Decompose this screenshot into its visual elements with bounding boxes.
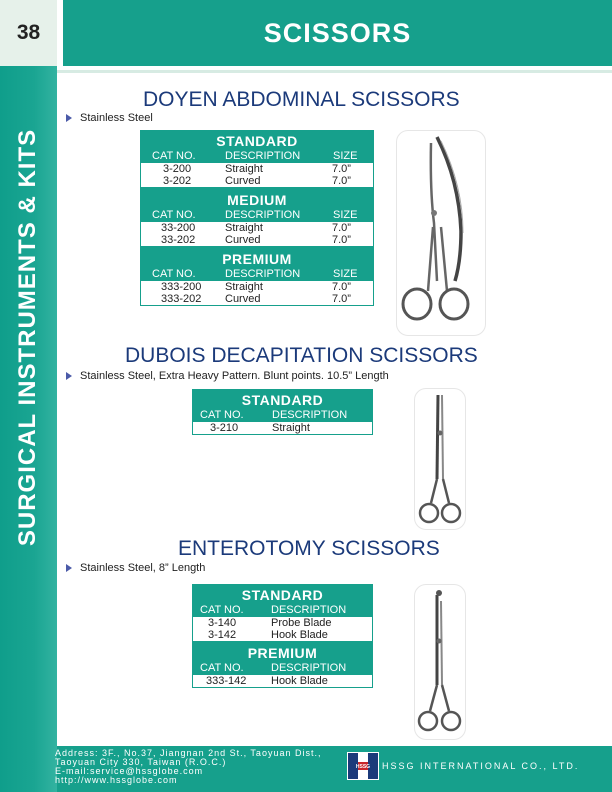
table-row bbox=[141, 234, 373, 246]
table-head bbox=[193, 390, 372, 422]
section-note-dubois bbox=[66, 370, 389, 382]
footer-website[interactable]: http://www.hssglobe.com bbox=[55, 775, 178, 785]
scissors-illustration bbox=[397, 131, 485, 335]
table-row bbox=[141, 163, 373, 175]
description-cell: Curved bbox=[225, 293, 261, 305]
table-row bbox=[193, 629, 372, 641]
cat-no-cell: 33-200 bbox=[161, 222, 196, 234]
table-heading: STANDARD bbox=[216, 133, 298, 149]
column-headers bbox=[193, 662, 372, 675]
footer-address-line1: Address: 3F., No.37, Jiangnan 2nd St., Taoyuan Dist., bbox=[55, 748, 322, 758]
description-cell: Curved bbox=[225, 234, 261, 246]
table-head bbox=[141, 187, 373, 222]
section-title-enterotomy: ENTEROTOMY SCISSORS bbox=[178, 537, 440, 560]
column-headers bbox=[141, 209, 373, 222]
column-headers bbox=[193, 409, 372, 422]
size-cell: 7.0” bbox=[332, 175, 351, 187]
column-header-size: SIZE bbox=[333, 150, 358, 162]
cat-no-cell: 333-202 bbox=[161, 293, 202, 305]
column-header-description: DESCRIPTION bbox=[271, 604, 347, 616]
column-headers bbox=[193, 604, 372, 617]
table-heading: PREMIUM bbox=[222, 251, 292, 267]
logo-text: HSSG bbox=[355, 764, 371, 770]
table-heading: STANDARD bbox=[241, 587, 324, 603]
description-cell: Curved bbox=[225, 175, 261, 187]
size-cell: 7.0” bbox=[332, 163, 351, 175]
product-table-enterotomy bbox=[192, 584, 373, 688]
description-cell: Probe Blade bbox=[271, 617, 332, 629]
table-heading: STANDARD bbox=[241, 392, 324, 408]
size-cell: 7.0” bbox=[332, 293, 351, 305]
note-text: Stainless Steel, Extra Heavy Pattern. Blunt points. 10.5” Length bbox=[80, 370, 389, 382]
description-cell: Straight bbox=[225, 222, 263, 234]
column-header-cat-no: CAT NO. bbox=[200, 604, 244, 616]
footer-email[interactable]: E-mail:service@hssglobe.com bbox=[55, 766, 204, 776]
doyen-scissors-image bbox=[396, 130, 486, 336]
bullet-icon bbox=[66, 114, 72, 122]
description-cell: Straight bbox=[225, 163, 263, 175]
footer-company-name: HSSG INTERNATIONAL CO., LTD. bbox=[382, 761, 580, 771]
table-head bbox=[141, 246, 373, 281]
cat-no-cell: 3-200 bbox=[163, 163, 192, 175]
description-cell: Hook Blade bbox=[271, 629, 328, 641]
column-headers bbox=[141, 150, 373, 163]
table-row bbox=[141, 281, 373, 293]
table-heading: PREMIUM bbox=[247, 645, 318, 661]
column-header-cat-no: CAT NO. bbox=[152, 268, 196, 280]
column-header-size: SIZE bbox=[333, 268, 358, 280]
section-title-doyen: DOYEN ABDOMINAL SCISSORS bbox=[143, 88, 460, 111]
column-header-cat-no: CAT NO. bbox=[152, 150, 196, 162]
section-note-enterotomy bbox=[66, 562, 205, 574]
cat-no-cell: 3-140 bbox=[208, 617, 237, 629]
description-cell: Hook Blade bbox=[271, 675, 328, 687]
table-heading: MEDIUM bbox=[227, 192, 287, 208]
cat-no-cell: 333-200 bbox=[161, 281, 202, 293]
column-header-size: SIZE bbox=[333, 209, 358, 221]
table-head bbox=[141, 131, 373, 163]
dubois-scissors-image bbox=[414, 388, 466, 530]
bullet-icon bbox=[66, 372, 72, 380]
scissors-illustration bbox=[415, 585, 465, 739]
column-headers bbox=[141, 268, 373, 281]
cat-no-cell: 333-142 bbox=[206, 675, 247, 687]
column-header-description: DESCRIPTION bbox=[271, 662, 347, 674]
description-cell: Straight bbox=[225, 281, 263, 293]
section-note-doyen bbox=[66, 112, 153, 124]
section-title-dubois: DUBOIS DECAPITATION SCISSORS bbox=[125, 344, 478, 367]
table-row bbox=[193, 422, 372, 434]
description-cell: Straight bbox=[272, 422, 310, 434]
column-header-description: DESCRIPTION bbox=[225, 209, 301, 221]
cat-no-cell: 3-202 bbox=[163, 175, 192, 187]
column-header-cat-no: CAT NO. bbox=[200, 662, 244, 674]
table-row bbox=[141, 293, 373, 305]
side-title: SURGICAL INSTRUMENTS & KITS bbox=[14, 128, 41, 547]
product-table-doyen bbox=[140, 130, 374, 306]
page-header-title: SCISSORS bbox=[63, 0, 612, 66]
page-number: 38 bbox=[0, 0, 57, 66]
size-cell: 7.0” bbox=[332, 234, 351, 246]
size-cell: 7.0” bbox=[332, 281, 351, 293]
column-header-description: DESCRIPTION bbox=[225, 268, 301, 280]
product-table-dubois bbox=[192, 389, 373, 435]
company-logo bbox=[347, 752, 379, 780]
size-cell: 7.0” bbox=[332, 222, 351, 234]
enterotomy-scissors-image bbox=[414, 584, 466, 740]
note-text: Stainless Steel bbox=[80, 112, 153, 124]
note-text: Stainless Steel, 8” Length bbox=[80, 562, 206, 574]
table-head bbox=[193, 585, 372, 617]
table-row bbox=[193, 675, 372, 687]
cat-no-cell: 33-202 bbox=[161, 234, 196, 246]
table-row bbox=[193, 617, 372, 629]
logo-graphic bbox=[348, 753, 378, 779]
bullet-icon bbox=[66, 564, 72, 572]
cat-no-cell: 3-210 bbox=[210, 422, 239, 434]
column-header-cat-no: CAT NO. bbox=[200, 409, 244, 421]
table-row bbox=[141, 175, 373, 187]
table-row bbox=[141, 222, 373, 234]
column-header-description: DESCRIPTION bbox=[272, 409, 348, 421]
column-header-cat-no: CAT NO. bbox=[152, 209, 196, 221]
table-head bbox=[193, 641, 372, 675]
cat-no-cell: 3-142 bbox=[208, 629, 237, 641]
scissors-illustration bbox=[415, 389, 465, 529]
footer-address-line2: Taoyuan City 330, Taiwan (R.O.C.) bbox=[55, 757, 227, 767]
column-header-description: DESCRIPTION bbox=[225, 150, 301, 162]
